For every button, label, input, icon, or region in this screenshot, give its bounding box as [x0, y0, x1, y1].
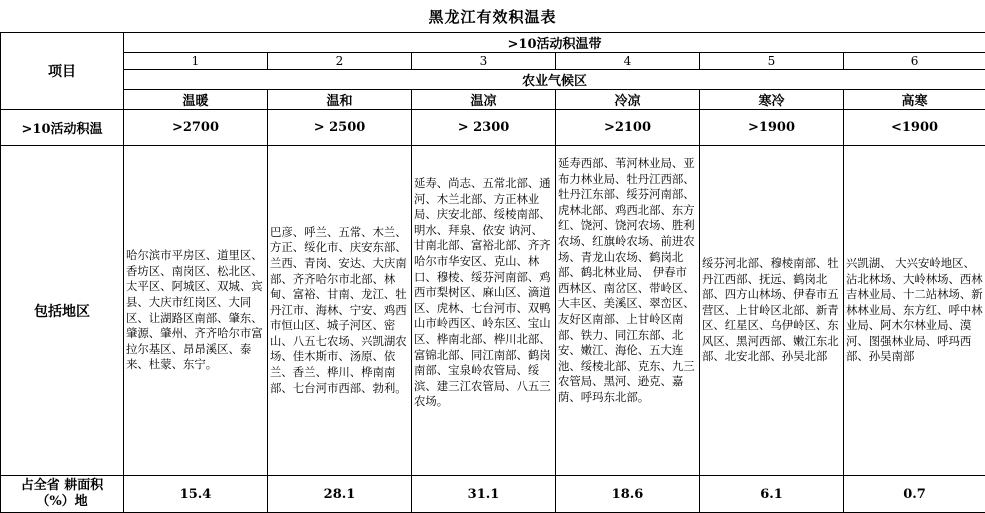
share-value-cell: 28.1 [268, 476, 412, 513]
zone-name-row [1, 90, 985, 110]
table-title: 黑龙江有效积温表 [0, 6, 985, 27]
area-value-cell: 哈尔滨市平房区、道里区、香坊区、南岗区、松北区、太平区、阿城区、双城、宾县、大庆市红岗区、大同区、让湖路区南部、肇东、肇源、肇州、齐齐哈尔市富拉尔基区、昂昂溪区、泰来、杜蒙、东宁。 [124, 146, 268, 476]
zone-header-row [1, 70, 985, 90]
area-value-cell: 巴彦、呼兰、五常、木兰、方正、绥化市、庆安东部、兰西、青岗、安达、大庆南部、齐齐哈尔市北部、林甸、富裕、甘南、龙江、牡丹江市、海林、宁安、鸡西市恒山区、城子河区、密山、八五七农场、兴凯湖农场、佳木斯市、汤原、依兰、香兰、桦川、桦南南部、七台河市西部、勃利。 [268, 146, 412, 476]
band-number-cell: 4 [556, 53, 700, 70]
area-value-cell: 绥芬河北部、穆棱南部、牡丹江西部、抚远、鹤岗北部、四方山林场、伊春市五营区、上甘岭区北部、新青区、红星区、乌伊岭区、东风区、黑河西部、嫩江东北部、北安北部、孙吴北部 [700, 146, 844, 476]
area-label-cell: 包括地区 [1, 146, 124, 476]
share-value-cell: 15.4 [124, 476, 268, 513]
temperature-row [1, 110, 985, 146]
zone-name-cell: 冷凉 [556, 90, 700, 110]
item-header-cell: 项目 [1, 33, 124, 110]
zone-name-cell: 高寒 [844, 90, 985, 110]
share-label-cell [1, 476, 124, 513]
zone-name-cell: 温暖 [124, 90, 268, 110]
band-number-row [1, 53, 985, 70]
area-value-cell: 延寿西部、苇河林业局、亚布力林业局、牡丹江西部、牡丹江东部、绥芬河南部、虎林北部、鸡西北部、东方红、饶河、饶河农场、胜利农场、红旗岭农场、前进农场、青龙山农场、鹤岗北部、鹤北林业局、 伊春市西林区、南岔区、带岭区、大丰区、美溪区、翠峦区、友好区南部、上甘岭区南部、铁力、同江东部、北安、嫩江、海伦、五大连池、绥棱北部、克东、九三农管局、黑河、逊克、嘉荫、呼玛东北部。 [556, 146, 700, 476]
temperature-value-cell: >1900 [700, 110, 844, 146]
share-value-cell: 6.1 [700, 476, 844, 513]
temperature-value-cell: > 2500 [268, 110, 412, 146]
share-label-line-1: 占全省 耕面积 [1, 478, 123, 494]
share-row [1, 476, 985, 513]
zone-header-cell: 农业气候区 [124, 70, 985, 90]
temperature-label-cell: >10活动积温 [1, 110, 124, 146]
share-value-cell: 0.7 [844, 476, 985, 513]
band-header-cell: >10活动积温带 [124, 33, 985, 53]
band-number-cell: 6 [844, 53, 985, 70]
zone-name-cell: 寒冷 [700, 90, 844, 110]
share-value-cell: 18.6 [556, 476, 700, 513]
zone-name-cell: 温和 [268, 90, 412, 110]
band-header-row [1, 33, 985, 53]
area-row [1, 146, 985, 476]
band-number-cell: 2 [268, 53, 412, 70]
zone-name-cell: 温凉 [412, 90, 556, 110]
band-number-cell: 3 [412, 53, 556, 70]
area-value-cell: 兴凯湖、 大兴安岭地区、沾北林场、大岭林场、西林吉林业局、十二站林场、新林林业局、东方红、呼中林业局、阿木尔林业局、漠河、图强林业局、呼玛西部、孙吴南部 [844, 146, 985, 476]
temperature-value-cell: >2700 [124, 110, 268, 146]
temperature-value-cell: <1900 [844, 110, 985, 146]
temperature-value-cell: > 2300 [412, 110, 556, 146]
share-label-line-2: （%）地 [1, 494, 123, 510]
temperature-value-cell: >2100 [556, 110, 700, 146]
band-number-cell: 5 [700, 53, 844, 70]
share-value-cell: 31.1 [412, 476, 556, 513]
band-number-cell: 1 [124, 53, 268, 70]
area-value-cell: 延寿、尚志、五常北部、通河、木兰北部、方正林业局、庆安北部、绥棱南部、明水、拜泉、依安 讷河、甘南北部、富裕北部、齐齐哈尔市华安区、克山、林口、穆棱、绥芬河南部、鸡西市梨树区、麻山区、滴道区、虎林、七台河市、双鸭山市岭西区、岭东区、宝山区、桦南北部、桦川北部、富锦北部、同江南部、鹤岗南部、宝泉岭农管局、绥滨、建三江农管局、八五三农场。 [412, 146, 556, 476]
accumulated-temperature-table [0, 32, 985, 513]
